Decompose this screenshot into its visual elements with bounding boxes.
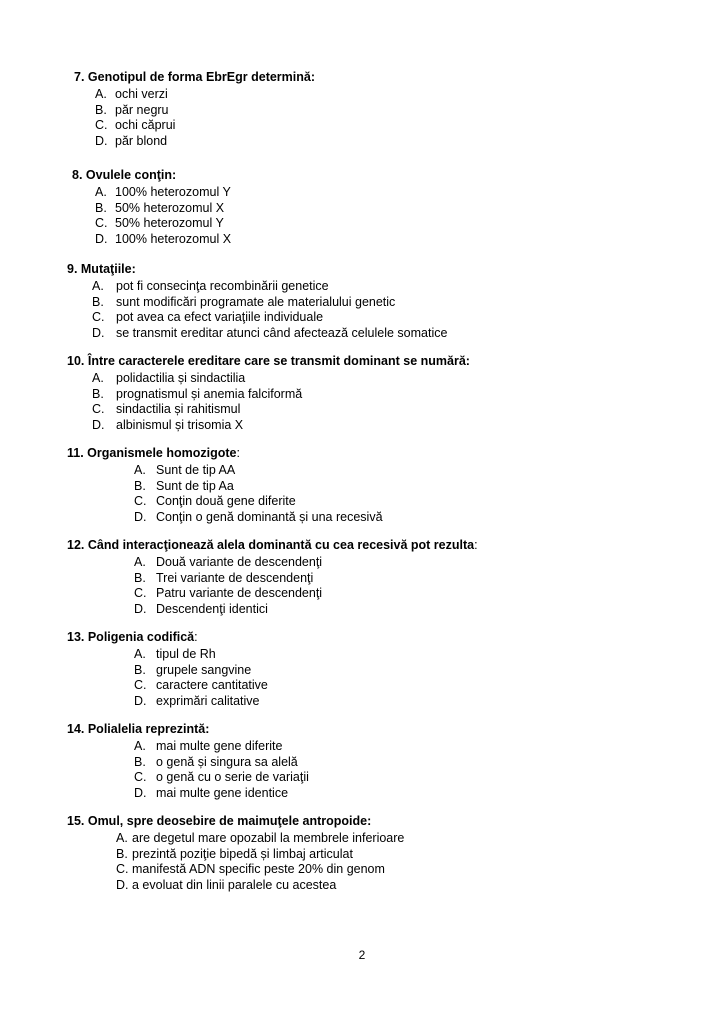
answer-option: [134, 555, 322, 570]
page-number: 2: [358, 948, 366, 962]
question-title-tail: :: [194, 630, 198, 644]
answer-option: [95, 201, 224, 216]
option-text: o genă și singura sa alelă: [156, 754, 298, 769]
option-text: ochi verzi: [115, 87, 168, 101]
option-letter: B.: [134, 662, 146, 677]
question-title-text: 14. Polialelia reprezintă:: [67, 722, 210, 736]
option-text: mai multe gene diferite: [156, 739, 283, 753]
option-text: grupele sangvine: [156, 662, 252, 677]
option-letter: C.: [134, 770, 147, 784]
answer-option: [95, 185, 231, 200]
answer-option: [95, 216, 224, 231]
option-letter: A.: [116, 831, 128, 845]
answer-option: [134, 663, 251, 678]
answer-option: [95, 87, 168, 102]
question-title: [67, 722, 209, 737]
option-letter: C.: [95, 216, 108, 230]
option-text: albinismul și trisomia X: [116, 417, 244, 432]
answer-option: [116, 847, 353, 862]
question-title: [72, 168, 176, 183]
answer-option: [134, 479, 234, 494]
option-letter: B.: [116, 846, 128, 861]
answer-option: [134, 755, 298, 770]
option-text: pot avea ca efect variaţiile individuale: [116, 310, 324, 324]
option-letter: B.: [95, 200, 107, 215]
option-letter: A.: [92, 279, 104, 293]
answer-option: [92, 402, 240, 417]
question-title: [67, 446, 240, 461]
answer-option: [92, 295, 395, 310]
answer-option: [95, 134, 167, 149]
option-letter: B.: [134, 478, 146, 493]
option-letter: A.: [134, 555, 146, 569]
answer-option: [134, 602, 268, 617]
answer-option: [134, 647, 216, 662]
answer-option: [95, 232, 231, 247]
option-text: Două variante de descendenţi: [156, 555, 323, 569]
question-title: [67, 814, 371, 829]
option-text: Descendenţi identici: [156, 601, 268, 616]
option-letter: A.: [95, 87, 107, 101]
option-text: se transmit ereditar atunci când afectează celulele somatice: [116, 325, 448, 340]
option-text: caractere cantitative: [156, 678, 268, 692]
option-text: exprimări calitative: [156, 693, 260, 708]
option-letter: D.: [95, 231, 108, 246]
answer-option: [134, 463, 235, 478]
answer-option: [116, 878, 336, 893]
answer-option: [134, 739, 282, 754]
option-text: Sunt de tip Aa: [156, 478, 234, 493]
option-text: polidactilia și sindactilia: [116, 371, 246, 385]
option-letter: B.: [92, 294, 104, 309]
answer-option: [116, 831, 404, 846]
answer-option: [134, 494, 296, 509]
option-letter: B.: [134, 570, 146, 585]
answer-option: [95, 118, 175, 133]
question-title: [74, 70, 315, 85]
question-title-text: 9. Mutaţiile:: [67, 262, 136, 276]
option-letter: D.: [134, 693, 147, 708]
answer-option: [134, 678, 268, 693]
question-title-text: 13. Poligenia codifică: [67, 630, 195, 644]
option-letter: A.: [92, 371, 104, 385]
option-letter: C.: [134, 678, 147, 692]
option-text: Trei variante de descendenţi: [156, 570, 314, 585]
option-text: o genă cu o serie de variaţii: [156, 770, 309, 784]
option-letter: A.: [95, 185, 107, 199]
option-text: 100% heterozomul Y: [115, 185, 231, 199]
option-text: a evoluat din linii paralele cu acestea: [132, 877, 337, 892]
question-title-text: 15. Omul, spre deosebire de maimuţele antropoide:: [67, 814, 372, 828]
option-text: păr negru: [115, 102, 169, 117]
option-letter: B.: [95, 102, 107, 117]
answer-option: [134, 770, 309, 785]
option-text: 100% heterozomul X: [115, 231, 232, 246]
option-text: pot fi consecinţa recombinării genetice: [116, 279, 329, 293]
option-letter: B.: [92, 386, 104, 401]
option-letter: D.: [134, 601, 147, 616]
option-letter: C.: [92, 310, 105, 324]
option-text: tipul de Rh: [156, 647, 216, 661]
option-text: are degetul mare opozabil la membrele inferioare: [132, 831, 405, 845]
question-title: [67, 262, 136, 277]
option-text: 50% heterozomul X: [115, 200, 225, 215]
question-title-text: 8. Ovulele conţin:: [72, 168, 177, 182]
option-text: sindactilia și rahitismul: [116, 402, 241, 416]
option-text: manifestă ADN specific peste 20% din genom: [132, 862, 385, 876]
option-text: Sunt de tip AA: [156, 463, 236, 477]
option-text: ochi căprui: [115, 118, 176, 132]
question-title-text: 10. Între caracterele ereditare care se transmit dominant se numără:: [67, 354, 470, 368]
answer-option: [134, 586, 322, 601]
option-letter: B.: [134, 754, 146, 769]
option-letter: D.: [95, 133, 108, 148]
option-text: Conţin două gene diferite: [156, 494, 296, 508]
answer-option: [92, 310, 323, 325]
answer-option: [92, 326, 447, 341]
question-title-text: 11. Organismele homozigote: [67, 446, 237, 460]
question-title-tail: :: [474, 538, 478, 552]
option-letter: D.: [92, 417, 105, 432]
question-title: [67, 354, 470, 369]
option-letter: A.: [134, 647, 146, 661]
answer-option: [92, 387, 302, 402]
option-letter: C.: [134, 494, 147, 508]
question-title-tail: :: [236, 446, 240, 460]
answer-option: [134, 510, 383, 525]
option-letter: C.: [95, 118, 108, 132]
option-letter: C.: [134, 586, 147, 600]
option-text: păr blond: [115, 133, 168, 148]
answer-option: [134, 571, 313, 586]
question-title: [67, 538, 478, 553]
option-text: Patru variante de descendenţi: [156, 586, 323, 600]
option-letter: D.: [134, 509, 147, 524]
option-text: prezintă poziţie bipedă și limbaj articulat: [132, 846, 353, 861]
answer-option: [134, 694, 260, 709]
option-text: mai multe gene identice: [156, 785, 289, 800]
question-title-text: 12. Când interacţionează alela dominantă cu cea recesivă pot rezulta: [67, 538, 475, 552]
option-text: prognatismul și anemia falciformă: [116, 386, 303, 401]
option-letter: C.: [92, 402, 105, 416]
option-letter: D.: [116, 877, 129, 892]
answer-option: [92, 418, 243, 433]
option-text: 50% heterozomul Y: [115, 216, 224, 230]
question-title-text: 7. Genotipul de forma EbrEgr determină:: [74, 70, 316, 84]
answer-option: [92, 371, 245, 386]
answer-option: [92, 279, 329, 294]
option-text: sunt modificări programate ale materialului genetic: [116, 294, 396, 309]
option-letter: D.: [92, 325, 105, 340]
option-letter: D.: [134, 785, 147, 800]
question-title: [67, 630, 198, 645]
answer-option: [116, 862, 385, 877]
answer-option: [134, 786, 288, 801]
option-letter: C.: [116, 862, 129, 876]
option-letter: A.: [134, 463, 146, 477]
option-letter: A.: [134, 739, 146, 753]
option-text: Conţin o genă dominantă și una recesivă: [156, 509, 383, 524]
answer-option: [95, 103, 169, 118]
